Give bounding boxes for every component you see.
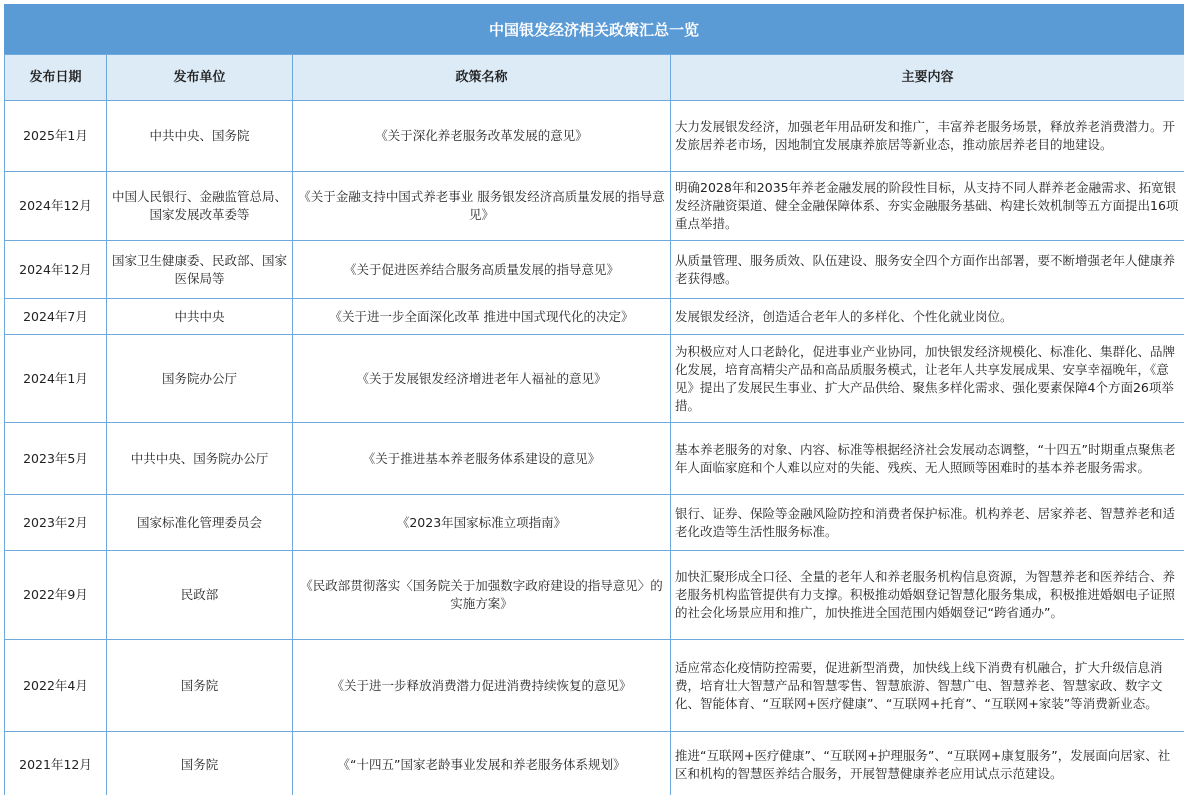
cell-unit: 国务院办公厅 bbox=[107, 335, 293, 423]
table-row bbox=[5, 423, 1185, 495]
cell-content: 发展银发经济，创造适合老年人的多样化、个性化就业岗位。 bbox=[671, 299, 1185, 335]
cell-policy: 《民政部贯彻落实〈国务院关于加强数字政府建设的指导意见〉的实施方案》 bbox=[293, 551, 671, 640]
header-date: 发布日期 bbox=[5, 55, 107, 101]
header-content: 主要内容 bbox=[671, 55, 1185, 101]
table-row bbox=[5, 732, 1185, 795]
cell-unit: 民政部 bbox=[107, 551, 293, 640]
cell-unit: 国家标准化管理委员会 bbox=[107, 495, 293, 551]
cell-content: 大力发展银发经济，加强老年用品研发和推广，丰富养老服务场景，释放养老消费潜力。开发旅居养老市场，因地制宜发展康养旅居等新业态，推动旅居养老目的地建设。 bbox=[671, 101, 1185, 172]
table-row bbox=[5, 241, 1185, 299]
cell-policy: 《关于推进基本养老服务体系建设的意见》 bbox=[293, 423, 671, 495]
cell-policy: 《关于进一步全面深化改革 推进中国式现代化的决定》 bbox=[293, 299, 671, 335]
cell-unit: 中共中央 bbox=[107, 299, 293, 335]
table-row bbox=[5, 172, 1185, 241]
cell-unit: 国务院 bbox=[107, 732, 293, 795]
cell-policy: 《关于金融支持中国式养老事业 服务银发经济高质量发展的指导意见》 bbox=[293, 172, 671, 241]
cell-date: 2025年1月 bbox=[5, 101, 107, 172]
table-row bbox=[5, 101, 1185, 172]
cell-date: 2023年2月 bbox=[5, 495, 107, 551]
cell-date: 2023年5月 bbox=[5, 423, 107, 495]
cell-policy: 《关于发展银发经济增进老年人福祉的意见》 bbox=[293, 335, 671, 423]
cell-date: 2024年7月 bbox=[5, 299, 107, 335]
table-row bbox=[5, 495, 1185, 551]
cell-content: 基本养老服务的对象、内容、标准等根据经济社会发展动态调整，“十四五”时期重点聚焦老年人面临家庭和个人难以应对的失能、残疾、无人照顾等困难时的基本养老服务需求。 bbox=[671, 423, 1185, 495]
header-policy: 政策名称 bbox=[293, 55, 671, 101]
cell-policy: 《2023年国家标准立项指南》 bbox=[293, 495, 671, 551]
cell-date: 2024年1月 bbox=[5, 335, 107, 423]
policy-table bbox=[4, 54, 1184, 795]
cell-policy: 《关于进一步释放消费潜力促进消费持续恢复的意见》 bbox=[293, 640, 671, 732]
cell-date: 2021年12月 bbox=[5, 732, 107, 795]
cell-content: 银行、证券、保险等金融风险防控和消费者保护标准。机构养老、居家养老、智慧养老和适老化改造等生活性服务标准。 bbox=[671, 495, 1185, 551]
cell-content: 推进“互联网+医疗健康”、“互联网+护理服务”、“互联网+康复服务”，发展面向居家、社区和机构的智慧医养结合服务，开展智慧健康养老应用试点示范建设。 bbox=[671, 732, 1185, 795]
policy-table-container bbox=[4, 4, 1184, 795]
cell-content: 为积极应对人口老龄化，促进事业产业协同，加快银发经济规模化、标准化、集群化、品牌化发展，培育高精尖产品和高品质服务模式，让老年人共享发展成果、安享幸福晚年，《意见》提出了发展民生事业、扩大产品供给、聚焦多样化需求、强化要素保障4个方面26项举措。 bbox=[671, 335, 1185, 423]
cell-unit: 国务院 bbox=[107, 640, 293, 732]
table-row bbox=[5, 299, 1185, 335]
cell-policy: 《关于促进医养结合服务高质量发展的指导意见》 bbox=[293, 241, 671, 299]
cell-content: 适应常态化疫情防控需要，促进新型消费，加快线上线下消费有机融合，扩大升级信息消费，培育壮大智慧产品和智慧零售、智慧旅游、智慧广电、智慧养老、智慧家政、数字文化、智能体育、“互联网+医疗健康”、“互联网+托育”、“互联网+家装”等消费新业态。 bbox=[671, 640, 1185, 732]
cell-date: 2022年9月 bbox=[5, 551, 107, 640]
cell-content: 明确2028年和2035年养老金融发展的阶段性目标，从支持不同人群养老金融需求、拓宽银发经济融资渠道、健全金融保障体系、夯实金融服务基础、构建长效机制等五方面提出16项重点举措。 bbox=[671, 172, 1185, 241]
cell-unit: 中国人民银行、金融监管总局、国家发展改革委等 bbox=[107, 172, 293, 241]
cell-date: 2022年4月 bbox=[5, 640, 107, 732]
cell-policy: 《“十四五”国家老龄事业发展和养老服务体系规划》 bbox=[293, 732, 671, 795]
table-title: 中国银发经济相关政策汇总一览 bbox=[4, 4, 1184, 54]
table-row bbox=[5, 640, 1185, 732]
cell-content: 加快汇聚形成全口径、全量的老年人和养老服务机构信息资源，为智慧养老和医养结合、养老服务机构监管提供有力支撑。积极推动婚姻登记智慧化服务集成，积极推进婚姻电子证照的社会化场景应用和推广，加快推进全国范围内婚姻登记“跨省通办”。 bbox=[671, 551, 1185, 640]
cell-date: 2024年12月 bbox=[5, 241, 107, 299]
header-unit: 发布单位 bbox=[107, 55, 293, 101]
cell-date: 2024年12月 bbox=[5, 172, 107, 241]
cell-unit: 中共中央、国务院办公厅 bbox=[107, 423, 293, 495]
cell-unit: 中共中央、国务院 bbox=[107, 101, 293, 172]
table-row bbox=[5, 335, 1185, 423]
table-row bbox=[5, 551, 1185, 640]
table-header-row bbox=[5, 55, 1185, 101]
cell-content: 从质量管理、服务质效、队伍建设、服务安全四个方面作出部署，要不断增强老年人健康养老获得感。 bbox=[671, 241, 1185, 299]
cell-unit: 国家卫生健康委、民政部、国家医保局等 bbox=[107, 241, 293, 299]
cell-policy: 《关于深化养老服务改革发展的意见》 bbox=[293, 101, 671, 172]
